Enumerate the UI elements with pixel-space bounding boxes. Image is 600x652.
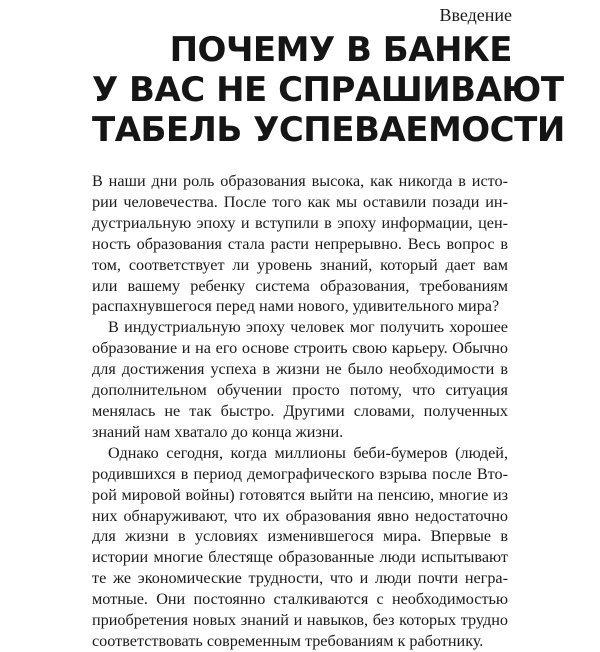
body-text — [92, 171, 508, 652]
chapter-title-line-1: ПОЧЕМУ В БАНКЕ — [169, 30, 512, 70]
paragraph-2: В индустриальную эпоху человек мог получить хорошее образование и на его основе строить свою карьеру. Обычно для достижения успеха в жизни не было необходимости в дополнительном обучении просто потому, что ситуация менялась не так быстро. Другими словами, полученных знаний нам хватало до конца жизни. — [92, 318, 508, 441]
paragraph-3: Однако сегодня, когда миллионы беби-бумеров (людей, родившихся в период демографического взрыва после Второй мировой войны) готовятся выйти на пенсию, многие из них обнаруживают, что их образования явно недостаточно для жизни в условиях изменившегося мира. Впервые в истории многие блестяще образованные люди испытывают те же экономические трудности, что и люди почти неграмотные. Они постоянно сталкиваются с необходимостью приобретения новых знаний и навыков, без которых трудно соответствовать современным требованиям к работнику. — [92, 443, 508, 650]
chapter-title-line-2: У ВАС НЕ СПРАШИВАЮТ — [92, 70, 564, 110]
section-label: Введение — [439, 5, 512, 25]
chapter-title-line-3: ТАБЕЛЬ УСПЕВАЕМОСТИ — [92, 110, 565, 150]
chapter-title — [92, 30, 565, 150]
paragraph-1: В наши дни роль образования высока, как никогда в истории человечества. После того как мы оставили позади индустриальную эпоху и вступили в эпоху информации, ценность образования стала расти непрерывно. Весь вопрос в том, соответствует ли уровень знаний, который дает вам или вашему ребенку система образования, требованиям распахнувшегося перед нами нового, удивительного мира? — [92, 172, 508, 316]
